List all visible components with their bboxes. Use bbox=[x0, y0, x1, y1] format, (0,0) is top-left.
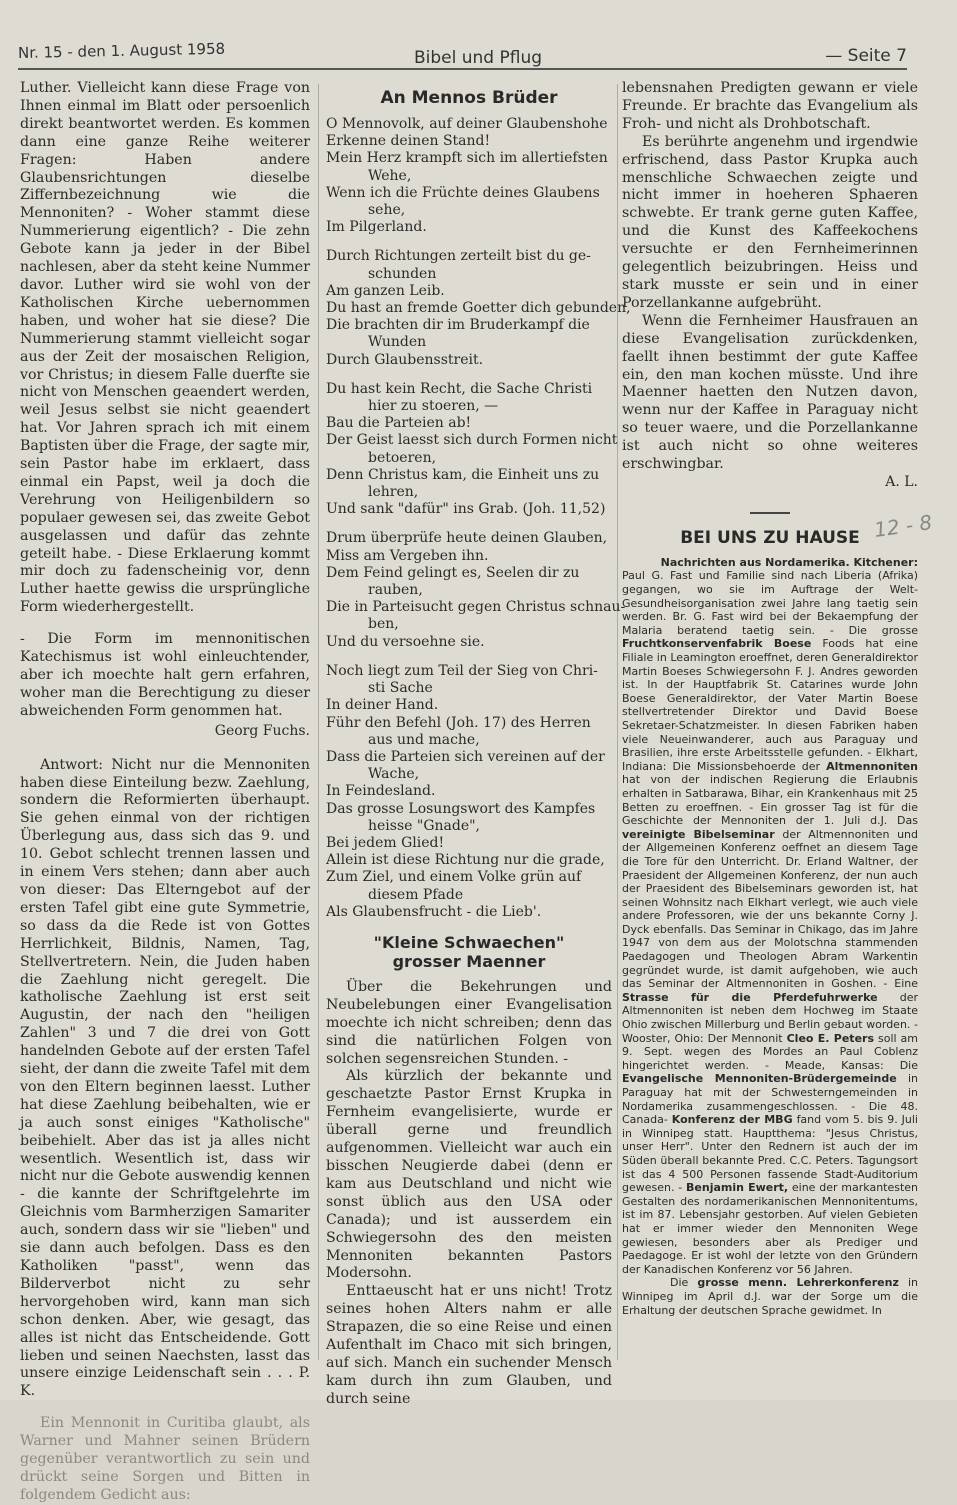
news-bold: Fruchtkonservenfabrik Boese bbox=[622, 637, 812, 651]
poem-line: betoeren, bbox=[368, 449, 437, 466]
poem-line: In deiner Hand. bbox=[326, 697, 439, 714]
poem-line: aus und mache, bbox=[368, 731, 480, 748]
news-bold: grosse menn. Lehrerkonferenz bbox=[697, 1276, 899, 1290]
article-continuation-3: Wenn die Fernheimer Hausfrauen an diese Evangelisation zurückdenken, faellt ihnen bestimmt der gute Kaffee ein, den man kochen müsste. Und ihre Maenner haetten den Nutzen davon, wenn nur der Kaffee in Paraguay nicht so teuer waere, und die Porzellankanne ist auch nicht so ohne weiteres erschwingbar. bbox=[622, 312, 918, 473]
news-text: Foods hat eine Filiale in Leamington eroeffnet, deren Generaldirektor Martin Boeses Schwiegersohn F. J. Andres geworden ist. In der Hauptfabrik St. Catarines wurde John Boese Generaldirektor, der Vater Martin Boese stellvertretender Direktor und David Boese Sekretaer-Schatzmeister. In diesen Fabriken haben viele Neueinwanderer, auch aus Paraguay und Brasilien, ihre erste Arbeitsstelle gefunden. - Elkhart, Indiana: Die Missionsbehoerde der bbox=[622, 637, 918, 773]
poem-stanza bbox=[326, 530, 626, 650]
poem-line: Und du versoehne sie. bbox=[326, 633, 485, 650]
news-text: in Winnipeg im April d.J. war der Sorge um die Erhaltung der deutschen Sprache gewidmet. In bbox=[622, 1276, 919, 1317]
poem-title: An Mennos Brüder bbox=[380, 88, 558, 108]
news-block bbox=[622, 556, 918, 1317]
poem-line: Der Geist laesst sich durch Formen nicht bbox=[326, 432, 618, 449]
column-2 bbox=[326, 80, 631, 1409]
publication-title: Bibel und Pflug bbox=[414, 48, 543, 68]
poem-line: diesem Pfade bbox=[368, 886, 464, 903]
poem-line: Mein Herz krampft sich im allertiefsten bbox=[326, 150, 608, 167]
news-text: der Altmennoniten und der Allgemeinen Konferenz oeffnet an diesem Tage die Tore für den Unterricht. Dr. Erland Waltner, der Praesident der Allgemeinen Konferenz, der nun auch der Praesident des Bibelseminars geworden ist, hat seinen Wohnsitz nach Elkhart verlegt, wie auch viele andere Professoren, wie der uns bekannte Corny J. Dyck ebenfalls. Das Seminar in Chikago, das im Jahre 1947 von dem aus der Molotschna stammenden Paedagogen und Theologen Abram Warkentin gegründet wurde, ist damit aufgehoben, wie auch das Seminar der Altmennoniten in Goshen. - Eine bbox=[622, 827, 919, 991]
issue-date: Nr. 15 - den 1. August 1958 bbox=[17, 39, 226, 62]
news-bold: Altmennoniten bbox=[826, 759, 919, 773]
poem-line: Du hast kein Recht, die Sache Christi bbox=[326, 380, 593, 397]
poem-line: In Feindesland. bbox=[326, 783, 436, 800]
news-bold: Evangelische Mennoniten-Brüdergemeinde bbox=[622, 1072, 897, 1086]
article-title bbox=[326, 933, 612, 971]
answer-paragraph: Antwort: Nicht nur die Mennoniten haben diese Einteilung bezw. Zaehlung, sondern die Reformierten überhaupt. Sie gehen einmal von der richtigen Überlegung aus, dass sich das 9. und 10. Gebot schlecht trennen lassen und in einem Vers stehen; dann aber auch von dieser: Das Elterngebot auf der ersten Tafel gibt eine gute Symmetrie, so dass da die Rede ist von Gottes Herrlichkeit, Bildnis, Namen, Tag, Stellvertretern. Nein, die Juden haben die Zaehlung nicht geregelt. Die katholische Zaehlung ist erst seit Augustin, der nach den "heiligen Zahlen" 3 und 7 die drei von Gott handelnden Gebote auf der ersten Tafel sieht, der dann die zweite Tafel mit dem von den Eltern beginnen laesst. Luther hat diese Zaehlung beibehalten, wie er ja auch sonst einiges "Katholische" beibehielt. Aber das ist ja alles nicht wesentlich. Wesentlich ist, dass wir nicht nur die Gebote auswendig kennen - die kannte der Schriftgelehrte im Gleichnis vom Barmherzigen Samariter auch, sondern dass wir sie "lieben" und sie dann auch befolgen. Dass es den Katholiken "passt", wenn das Bilderverbot nicht zu sehr hervorgehoben wird, kann man sich schon denken. Aber, wie gesagt, das alles ist nicht das Entscheidende. Gott lieben und seinen Naechsten, lasst das unsere einzige Leidenschaft sein . . . P. K. bbox=[20, 756, 310, 1400]
poem-line: Zum Ziel, und einem Volke grün auf bbox=[326, 869, 582, 886]
section-separator bbox=[750, 512, 790, 514]
article-continuation-1: lebensnahen Predigten gewann er viele Freunde. Er brachte das Evangelium als Froh- und nicht als Drohbotschaft. bbox=[622, 80, 918, 132]
article-title-line-1: "Kleine Schwaechen" bbox=[373, 932, 565, 952]
article-signature: A. L. bbox=[885, 473, 918, 490]
poem-line: Die brachten dir im Bruderkampf die bbox=[326, 317, 590, 334]
poem-line: rauben, bbox=[368, 582, 423, 599]
poem-line: lehren, bbox=[368, 484, 419, 501]
poem-line: sti Sache bbox=[368, 680, 433, 697]
news-bold: Benjamin Ewert, bbox=[686, 1181, 789, 1195]
column-divider-2 bbox=[617, 84, 618, 1360]
poem-line: Noch liegt zum Teil der Sieg von Chri- bbox=[326, 662, 598, 679]
news-lead: Nachrichten aus Nordamerika. Kitchener: bbox=[660, 555, 918, 569]
poem-line: Die in Parteisucht gegen Christus schnau- bbox=[326, 599, 626, 616]
poem-line: Bau die Parteien ab! bbox=[326, 415, 472, 432]
poem-line: Als Glaubensfrucht - die Lieb'. bbox=[326, 903, 542, 920]
poem-line: Miss am Vergeben ihn. bbox=[326, 547, 489, 564]
poem-line: Denn Christus kam, die Einheit uns zu bbox=[326, 466, 600, 483]
poem-line: schunden bbox=[368, 265, 437, 282]
poem-line: sehe, bbox=[368, 202, 406, 219]
poem-line: Wache, bbox=[368, 766, 420, 783]
letter-paragraph-2: - Die Form im mennonitischen Katechismus ist wohl einleuchtender, aber ich moechte halt gern erfahren, woher man die Berechtigung zu dieser abweichenden Form genommen hat. bbox=[20, 631, 310, 719]
news-text: Die bbox=[670, 1276, 689, 1290]
poem-line: Im Pilgerland. bbox=[326, 219, 427, 236]
poem-line: heisse "Gnade", bbox=[368, 817, 481, 834]
poem-line: Bei jedem Glied! bbox=[326, 834, 445, 851]
poem-line: Wenn ich die Früchte deines Glaubens bbox=[326, 184, 600, 201]
column-divider-1 bbox=[318, 84, 319, 1360]
news-bold: Konferenz der MBG bbox=[671, 1113, 793, 1127]
poem-line: Führ den Befehl (Joh. 17) des Herren bbox=[326, 714, 591, 731]
poem-line: hier zu stoeren, — bbox=[368, 398, 499, 415]
handwritten-note: 12 - 8 bbox=[872, 509, 934, 542]
poem-stanza bbox=[326, 116, 612, 236]
header-rule bbox=[18, 68, 907, 70]
news-text: Paul G. Fast und Familie sind nach Liberia (Afrika) gegangen, wo sie im Auftrage der Welt-Gesundheisorganisation zwei Jahre lang taetig sein werden. Br. G. Fast wird bei der Bekaempfung der Malaria beratend taetig sein. - Die grosse bbox=[622, 569, 918, 637]
poem-intro-paragraph: Ein Mennonit in Curitiba glaubt, als Warner und Mahner seinen Brüdern gegenüber verantwortlich zu sein und drückt seine Sorgen und Bitten in folgendem Gedicht aus: bbox=[20, 1415, 310, 1503]
poem bbox=[326, 116, 631, 921]
poem-line: Am ganzen Leib. bbox=[326, 282, 445, 299]
news-text: in Paraguay hat mit der Schwesterngemeinden in Nordamerika zusammengeschlossen. - Die 48. Canada- bbox=[622, 1072, 918, 1127]
article-paragraph-1: Über die Bekehrungen und Neubelebungen einer Evangelisation moechte ich nicht schreiben; denn das sind die natürlichen Folgen von solchen segensreichen Stunden. - bbox=[326, 978, 612, 1067]
poem-line: Wehe, bbox=[368, 167, 412, 184]
poem-line: ben, bbox=[368, 616, 399, 633]
poem-stanza bbox=[326, 248, 631, 368]
news-bold: Cleo E. Peters bbox=[786, 1031, 875, 1045]
letter-signature: Georg Fuchs. bbox=[214, 722, 310, 739]
page-header bbox=[18, 38, 907, 72]
poem-line: Wunden bbox=[368, 334, 427, 351]
news-text: der Altmennoniten ist neben dem Hochweg im Staate Ohio zwischen Millerburg und Berlin gebaut worden. - Wooster, Ohio: Der Mennonit bbox=[622, 990, 919, 1045]
article-title-line-2: grosser Maenner bbox=[392, 951, 546, 971]
poem-line: Durch Glaubensstreit. bbox=[326, 351, 484, 368]
poem-line: Drum überprüfe heute deinen Glauben, bbox=[326, 530, 608, 547]
news-text: fand vom 5. bis 9. Juli in Winnipeg statt. Hauptthema: "Jesus Christus, unser Herr". Unter den Rednern ist auch der im Süden überall bekannte Pred. C.C. Peters. Tagungsort ist das 4 500 Personen fassende Stadt-Auditorium gewesen. - bbox=[622, 1113, 918, 1195]
poem-line: Dem Feind gelingt es, Seelen dir zu bbox=[326, 564, 580, 581]
news-text: eine der markantesten Gestalten des nordamerikanischen Mennonitentums, ist im 87. Lebensjahr gestorben. Auf vielen Gebieten hat er immer wieder den Mennoniten Wege gewiesen, besonders aber als Prediger und Paedagoge. Er ist wohl der letzte von den Gründern der Kanadischen Konferenz vor 56 Jahren. bbox=[622, 1181, 919, 1276]
section-title: BEI UNS ZU HAUSE bbox=[680, 527, 860, 548]
letter-paragraph-1: Luther. Vielleicht kann diese Frage von Ihnen einmal im Blatt oder persoenlich direkt beantwortet werden. Es kommen dann eine ganze Reihe weiterer Fragen: Haben andere Glaubensrichtungen dieselbe Ziffernbezeichnung wie die Mennoniten? - Woher stammt diese Nummerierung eigentlich? - Die zehn Gebote kann ja jeder in der Bibel nachlesen, aber da steht keine Nummer davor. Luther wird sie wohl von der Katholischen Kirche uebernommen haben, und woher hat sie diese? Die Nummerierung stammt vielleicht sogar aus der Zeit der mosaischen Religion, vor Christus; in diesem Falle duerfte sie nicht von Menschen geaendert werden, weil Jesus selbst sie nicht geaendert hat. Vor Jahren sprach ich mit einem Baptisten über die Frage, der sagte mir, sein Pastor habe im erklaert, dass einmal ein Papst, weil ja doch die Verehrung von Heiligenbildern so populaer gewesen sei, das zweite Gebot ausgelassen und dafür das zehnte geteilt habe. - Diese Erklaerung kommt mir doch zu fadenscheinig vor, denn Luther haette gewiss die ursprüngliche Form wiederhergestellt. bbox=[20, 80, 310, 616]
article-paragraph-3: Enttaeuscht hat er uns nicht! Trotz seines hohen Alters nahm er alle Strapazen, die so eine Reise und einen Aufenthalt im Chaco mit sich bringen, auf sich. Manch ein suchender Mensch kam durch ihn zum Glauben, und durch seine bbox=[326, 1283, 612, 1407]
poem-line: Und sank "dafür" ins Grab. (Joh. 11,52) bbox=[326, 501, 606, 518]
column-3 bbox=[622, 80, 934, 1317]
poem-line: Allein ist diese Richtung nur die grade, bbox=[326, 852, 605, 869]
news-text: soll am 9. Sept. wegen des Mordes an Paul Coblenz hingerichtet werden. - Meade, Kansas: Die bbox=[622, 1031, 919, 1072]
poem-line: Durch Richtungen zerteilt bist du ge- bbox=[326, 248, 591, 265]
column-1 bbox=[20, 80, 310, 1505]
news-bold: Strasse für die Pferdefuhrwerke bbox=[622, 990, 878, 1004]
poem-line: Du hast an fremde Goetter dich gebunden, bbox=[326, 300, 631, 317]
poem-stanza bbox=[326, 380, 618, 519]
news-text: hat von der indischen Regierung die Erlaubnis erhalten in Satbarawa, Bihar, ein Krankenhaus mit 25 Betten zu eroeffnen. - Ein grosser Tag ist für die Geschichte der Mennoniten der 1. Juli d.J. Das bbox=[622, 773, 918, 828]
section-heading bbox=[622, 509, 934, 548]
article-continuation-2: Es berührte angenehm und irgendwie erfrischend, dass Pastor Krupka auch menschliche Schwaechen zeigte und nicht immer in hoeheren Sphaeren schwebte. Er trank gerne guten Kaffee, und die Kunst des Kaffeekochens versuchte er den Fernheimerinnen gelegentlich beizubringen. Heiss und stark musste er sein und in einer Porzellankanne aufgebrüht. bbox=[622, 133, 918, 311]
poem-stanza bbox=[326, 663, 612, 921]
poem-line: O Mennovolk, auf deiner Glaubenshohe bbox=[326, 116, 608, 132]
poem-line: Dass die Parteien sich vereinen auf der bbox=[326, 748, 605, 765]
poem-line: Das grosse Losungswort des Kampfes bbox=[326, 800, 596, 817]
news-bold: vereinigte Bibelseminar bbox=[622, 827, 775, 841]
poem-line: Erkenne deinen Stand! bbox=[326, 133, 491, 150]
page-number: — Seite 7 bbox=[825, 46, 907, 66]
article-paragraph-2: Als kürzlich der bekannte und geschaetzte Pastor Ernst Krupka in Fernheim evangelisierte, wurde er überall gerne und freundlich aufgenommen. Vielleicht war auch ein bisschen Neugierde dabei (denn er kam aus Deutschland und nicht wie sonst üblich aus den USA oder Canada); und ist ausserdem ein Schwiegersohn des den meisten Mennoniten bekannten Pastors Modersohn. bbox=[326, 1068, 612, 1282]
